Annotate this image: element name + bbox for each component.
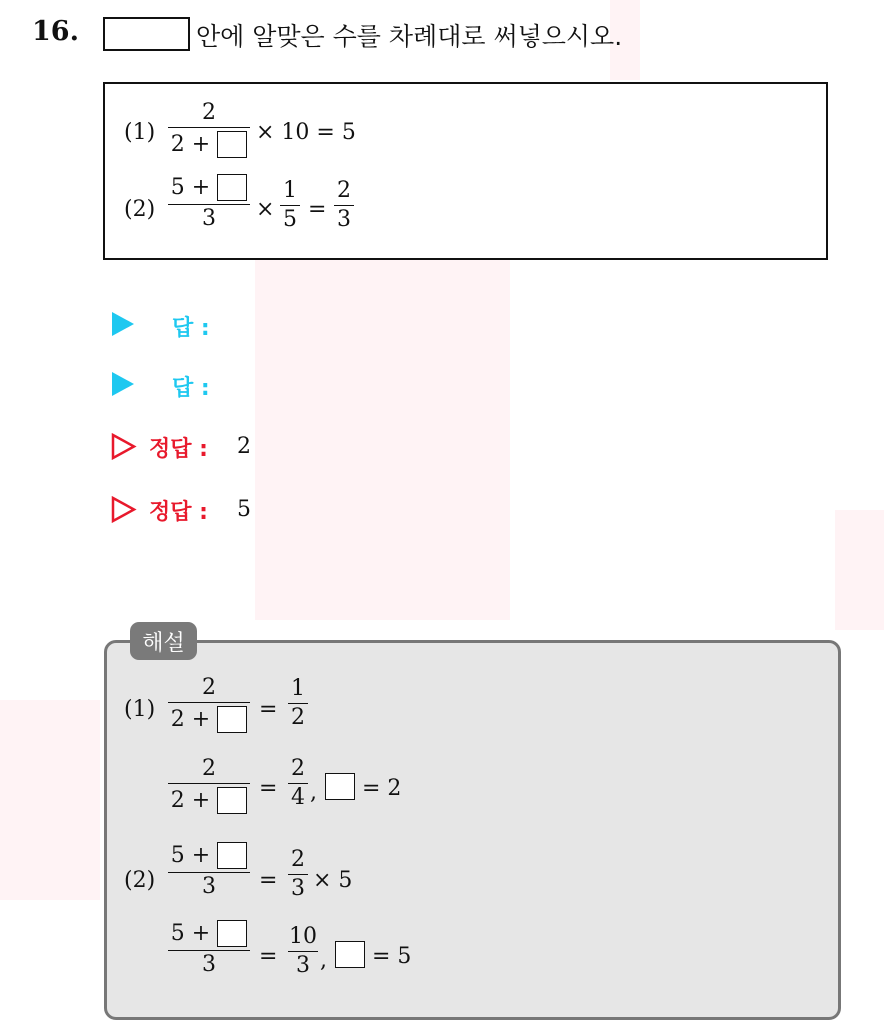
solution-2-result <box>288 758 308 809</box>
problem-2-f3-den: 3 <box>337 207 351 232</box>
problem-1-rhs: × 10 = 5 <box>256 120 356 145</box>
problem-2-fraction <box>168 174 250 230</box>
problem-2-equals: = <box>308 197 327 222</box>
solution-1-den-prefix: 2 + <box>170 706 211 732</box>
correct-value-2: 5 <box>237 497 251 522</box>
blank-box-icon <box>325 773 355 800</box>
blank-box-icon <box>217 787 247 814</box>
solution-1-fraction <box>168 677 250 733</box>
outline-arrow-icon <box>111 433 137 460</box>
solution-2-den-prefix: 2 + <box>170 787 211 813</box>
solution-2-num: 2 <box>202 756 216 781</box>
play-arrow-icon <box>112 372 134 396</box>
solution-2-rnum: 2 <box>291 756 305 781</box>
solution-1-rden: 2 <box>291 705 305 730</box>
solution-3-label: (2) <box>124 868 156 893</box>
problem-1-label: (1) <box>124 120 156 145</box>
solution-3-equals: = <box>259 868 278 893</box>
solution-1-label: (1) <box>124 697 156 722</box>
solution-4-rden: 3 <box>296 953 310 978</box>
watermark-block <box>835 510 884 630</box>
solution-4-den: 3 <box>202 952 216 977</box>
problem-2-denominator: 3 <box>202 206 216 231</box>
blank-box-icon <box>217 842 247 869</box>
solution-3-fraction <box>168 842 250 898</box>
solution-3-rden: 3 <box>291 876 305 901</box>
problem-2-f3-num: 2 <box>337 178 351 203</box>
solution-3-rnum: 2 <box>291 847 305 872</box>
play-arrow-icon <box>112 312 134 336</box>
solution-2-equals: = <box>259 776 278 801</box>
solution-4-num-prefix: 5 + <box>170 920 211 946</box>
solution-3-num-prefix: 5 + <box>170 842 211 868</box>
solution-4-rnum: 10 <box>289 924 317 949</box>
solution-4-comma: , <box>320 948 327 973</box>
outline-arrow-icon <box>111 496 137 523</box>
solution-1-equals: = <box>259 697 278 722</box>
answer-blank-2[interactable] <box>217 174 247 201</box>
solution-3-result <box>288 849 308 900</box>
solution-tag: 해설 <box>130 622 197 660</box>
solution-2-fraction <box>168 758 250 814</box>
correct-label-1: 정답 : <box>149 437 208 462</box>
watermark-block <box>0 700 100 900</box>
question-instruction: 안에 알맞은 수를 차례대로 써넣으시오. <box>196 22 623 51</box>
problem-2-fraction-2 <box>280 180 300 231</box>
solution-4-result <box>288 926 318 977</box>
problem-2-num-prefix: 5 + <box>170 174 211 200</box>
solution-4-tail: = 5 <box>372 944 412 969</box>
answer-label-1: 답 : <box>172 316 210 341</box>
problem-2-f2-num: 1 <box>283 178 297 203</box>
watermark-block <box>255 260 510 620</box>
answer-blank-1[interactable] <box>217 131 247 158</box>
question-number: 16. <box>32 16 79 47</box>
problem-1-numerator: 2 <box>202 100 216 125</box>
correct-value-1: 2 <box>237 434 251 459</box>
problem-2-label: (2) <box>124 197 156 222</box>
correct-label-2: 정답 : <box>149 500 208 525</box>
solution-2-comma: , <box>310 780 317 805</box>
solution-1-result <box>288 678 308 729</box>
answer-label-2: 답 : <box>172 376 210 401</box>
solution-4-fraction <box>168 920 250 976</box>
problem-2-f2-den: 5 <box>283 207 297 232</box>
problem-1-fraction <box>168 102 250 158</box>
blank-box-icon <box>335 941 365 968</box>
solution-4-equals: = <box>259 944 278 969</box>
solution-1-rnum: 1 <box>291 676 305 701</box>
problem-1-den-prefix: 2 + <box>170 131 211 157</box>
solution-3-den: 3 <box>202 874 216 899</box>
blank-box-icon <box>217 920 247 947</box>
solution-1-num: 2 <box>202 675 216 700</box>
problem-2-times: × <box>256 197 275 222</box>
solution-2-tail: = 2 <box>362 776 402 801</box>
problem-2-fraction-3 <box>334 180 354 231</box>
blank-box-icon <box>217 706 247 733</box>
solution-3-tail: × 5 <box>313 868 353 893</box>
blank-box-icon <box>103 17 190 51</box>
solution-2-rden: 4 <box>291 785 305 810</box>
